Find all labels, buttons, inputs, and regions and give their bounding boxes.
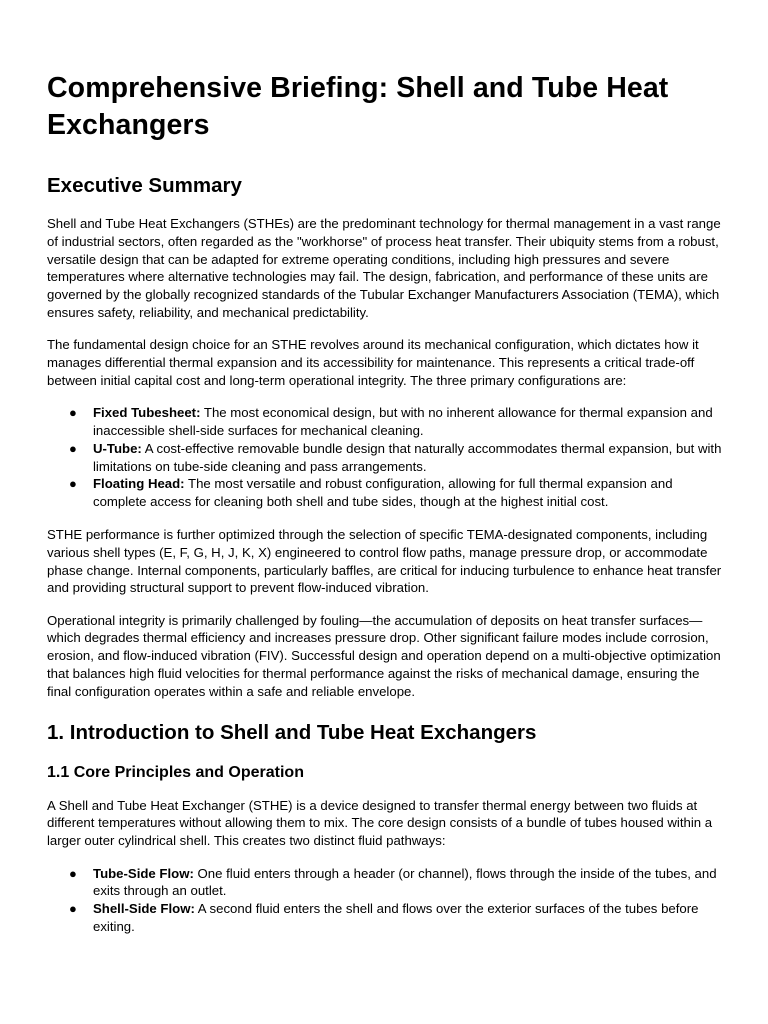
document-title: Comprehensive Briefing: Shell and Tube Heat Exchangers	[47, 72, 669, 141]
bullet-icon: ●	[69, 865, 77, 881]
executive-summary-paragraph-2: The fundamental design choice for an STHE revolves around its mechanical configuration, which dictates how it manages differential thermal expansion and its accessibility for maintenance. This represents a critical trade-off between initial capital cost and long-term operational integrity. The three primary configurations are:	[47, 337, 699, 388]
list-item-term: Fixed Tubesheet:	[93, 405, 201, 421]
configurations-list	[47, 404, 723, 511]
executive-summary-heading: Executive Summary	[47, 174, 242, 197]
list-item	[47, 900, 723, 936]
list-item-term: Shell-Side Flow:	[93, 901, 195, 917]
section-1-heading: 1. Introduction to Shell and Tube Heat Exchangers	[47, 720, 537, 744]
list-item-text: A cost-effective removable bundle design that naturally accommodates thermal expansion, but with limitations on tube-side cleaning and pass arrangements.	[93, 440, 722, 474]
list-item	[47, 475, 723, 511]
bullet-icon: ●	[69, 405, 77, 421]
bullet-icon: ●	[69, 901, 77, 917]
executive-summary-paragraph-4: Operational integrity is primarily challenged by fouling—the accumulation of deposits on heat transfer surfaces—which degrades thermal efficiency and increases pressure drop. Other significant failure modes include corrosion, erosion, and flow-induced vibration (FIV). Successful design and operation depend on a multi-objective optimization that balances high fluid velocities for thermal performance against the risks of mechanical damage, ensuring the final configuration operates within a safe and reliable envelope.	[47, 612, 721, 699]
list-item-term: Floating Head:	[93, 476, 185, 492]
list-item-text: The most versatile and robust configuration, allowing for full thermal expansion and complete access for cleaning both shell and tube sides, though at the highest initial cost.	[93, 476, 673, 510]
section-1-1-paragraph-1: A Shell and Tube Heat Exchanger (STHE) is a device designed to transfer thermal energy between two fluids at different temperatures without allowing them to mix. The core design consists of a bundle of tubes housed within a larger outer cylindrical shell. This creates two distinct fluid pathways:	[47, 797, 713, 849]
list-item-text: A second fluid enters the shell and flows over the exterior surfaces of the tubes before exiting.	[93, 901, 699, 934]
bullet-icon: ●	[69, 440, 77, 456]
executive-summary-paragraph-3: STHE performance is further optimized through the selection of specific TEMA-designated components, including various shell types (E, F, G, H, J, K, X) engineered to control flow paths, manage pressure drop, or accommodate phase change. Internal components, particularly baffles, are critical for inducing turbulence to enhance heat transfer and providing structural support to prevent flow-induced vibration.	[47, 526, 722, 596]
list-item-term: Tube-Side Flow:	[93, 865, 194, 881]
list-item-term: U-Tube:	[93, 440, 142, 456]
list-item	[47, 440, 723, 476]
list-item-text: One fluid enters through a header (or channel), flows through the inside of the tubes, and exits through an outlet.	[93, 865, 717, 899]
bullet-icon: ●	[69, 476, 77, 492]
pathways-list	[47, 865, 723, 936]
document-page	[47, 70, 723, 951]
executive-summary-paragraph-1: Shell and Tube Heat Exchangers (STHEs) are the predominant technology for thermal management in a vast range of industrial sectors, often regarded as the "workhorse" of process heat transfer. Their ubiquity stems from a robust, versatile design that can be adapted for extreme operating conditions, including high pressures and severe temperatures where alternative technologies may fail. The design, fabrication, and performance of these units are governed by the globally recognized standards of the Tubular Exchanger Manufacturers Association (TEMA), which ensures safety, reliability, and mechanical predictability.	[47, 216, 721, 320]
list-item	[47, 865, 723, 901]
list-item-text: The most economical design, but with no inherent allowance for thermal expansion and inaccessible shell-side surfaces for mechanical cleaning.	[93, 405, 713, 438]
section-1-1-heading: 1.1 Core Principles and Operation	[47, 763, 304, 781]
list-item	[47, 404, 723, 440]
